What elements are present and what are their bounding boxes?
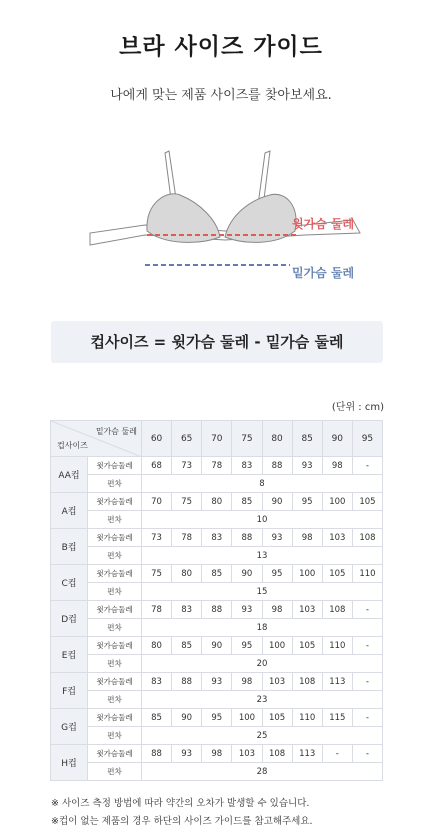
- upper-bust-value-cell: 85: [172, 637, 202, 655]
- difference-value-cell: 23: [142, 691, 383, 709]
- upper-bust-value-cell: 103: [322, 529, 352, 547]
- table-row: [51, 619, 383, 637]
- upper-bust-value-cell: 68: [142, 457, 172, 475]
- upper-bust-label: 윗가슴 둘레: [292, 217, 355, 231]
- upper-bust-value-cell: 95: [202, 709, 232, 727]
- upper-bust-value-cell: -: [352, 745, 382, 763]
- upper-bust-value-cell: 73: [172, 457, 202, 475]
- table-row: [51, 547, 383, 565]
- table-row: [51, 583, 383, 601]
- row-type-label: 윗가슴둘레: [88, 637, 142, 655]
- notes: [51, 795, 313, 831]
- difference-value-cell: 15: [142, 583, 383, 601]
- column-header: 95: [352, 421, 382, 457]
- upper-bust-value-cell: 95: [232, 637, 262, 655]
- table-row: [51, 637, 383, 655]
- upper-bust-value-cell: 78: [142, 601, 172, 619]
- page-title: 브라 사이즈 가이드: [119, 34, 323, 60]
- upper-bust-value-cell: 80: [142, 637, 172, 655]
- row-type-label: 윗가슴둘레: [88, 565, 142, 583]
- cup-size-cell: C컵: [51, 565, 88, 601]
- upper-bust-value-cell: 83: [232, 457, 262, 475]
- row-type-label: 윗가슴둘레: [88, 601, 142, 619]
- upper-bust-value-cell: 105: [262, 709, 292, 727]
- table-row: [51, 673, 383, 691]
- upper-bust-value-cell: 100: [232, 709, 262, 727]
- upper-bust-value-cell: 110: [322, 637, 352, 655]
- upper-bust-value-cell: 98: [292, 529, 322, 547]
- upper-bust-value-cell: 108: [352, 529, 382, 547]
- size-table: [50, 420, 383, 781]
- upper-bust-value-cell: 80: [172, 565, 202, 583]
- cup-size-cell: D컵: [51, 601, 88, 637]
- cup-size-cell: F컵: [51, 673, 88, 709]
- difference-value-cell: 8: [142, 475, 383, 493]
- row-type-label: 편차: [88, 727, 142, 745]
- row-type-label: 윗가슴둘레: [88, 493, 142, 511]
- upper-bust-value-cell: 100: [292, 565, 322, 583]
- table-row: [51, 529, 383, 547]
- table-row: [51, 493, 383, 511]
- upper-bust-value-cell: 98: [232, 673, 262, 691]
- table-row: [51, 709, 383, 727]
- column-header: 80: [262, 421, 292, 457]
- upper-bust-value-cell: 88: [202, 601, 232, 619]
- note-line: ※컵이 없는 제품의 경우 하단의 사이즈 가이드를 참고해주세요.: [51, 816, 313, 827]
- cup-size-cell: A컵: [51, 493, 88, 529]
- unit-label: (단위 : cm): [331, 402, 384, 413]
- note-line: ※ 사이즈 측정 방법에 따라 약간의 오차가 발생할 수 있습니다.: [51, 798, 310, 809]
- row-type-label: 윗가슴둘레: [88, 457, 142, 475]
- cup-size-cell: H컵: [51, 745, 88, 781]
- upper-bust-value-cell: 85: [142, 709, 172, 727]
- column-header: 90: [322, 421, 352, 457]
- bra-diagram: [85, 145, 365, 280]
- upper-bust-value-cell: -: [322, 745, 352, 763]
- upper-bust-value-cell: 88: [232, 529, 262, 547]
- upper-bust-value-cell: 115: [322, 709, 352, 727]
- row-type-label: 윗가슴둘레: [88, 673, 142, 691]
- row-type-label: 편차: [88, 655, 142, 673]
- cup-size-cell: E컵: [51, 637, 88, 673]
- upper-bust-value-cell: 88: [262, 457, 292, 475]
- column-header: 60: [142, 421, 172, 457]
- row-type-label: 편차: [88, 763, 142, 781]
- table-row: [51, 511, 383, 529]
- upper-bust-value-cell: 113: [292, 745, 322, 763]
- row-type-label: 편차: [88, 511, 142, 529]
- difference-value-cell: 28: [142, 763, 383, 781]
- upper-bust-value-cell: 93: [172, 745, 202, 763]
- upper-bust-value-cell: -: [352, 709, 382, 727]
- row-type-label: 편차: [88, 619, 142, 637]
- upper-bust-value-cell: 105: [322, 565, 352, 583]
- table-body: [51, 457, 383, 781]
- corner-label-underbust: 밑가슴 둘레: [95, 427, 137, 436]
- upper-bust-value-cell: 75: [142, 565, 172, 583]
- row-type-label: 윗가슴둘레: [88, 529, 142, 547]
- upper-bust-value-cell: 90: [202, 637, 232, 655]
- page-subtitle: 나에게 맞는 제품 사이즈를 찾아보세요.: [110, 88, 332, 103]
- table-corner-cell: [51, 421, 142, 457]
- difference-value-cell: 18: [142, 619, 383, 637]
- upper-bust-value-cell: 88: [172, 673, 202, 691]
- upper-bust-value-cell: 78: [202, 457, 232, 475]
- upper-bust-value-cell: 95: [262, 565, 292, 583]
- row-type-label: 편차: [88, 475, 142, 493]
- upper-bust-value-cell: 98: [322, 457, 352, 475]
- upper-bust-value-cell: 73: [142, 529, 172, 547]
- cup-size-cell: B컵: [51, 529, 88, 565]
- upper-bust-value-cell: 108: [262, 745, 292, 763]
- corner-label-cup: 컵사이즈: [57, 441, 88, 450]
- upper-bust-value-cell: 98: [262, 601, 292, 619]
- upper-bust-value-cell: 108: [322, 601, 352, 619]
- upper-bust-value-cell: -: [352, 457, 382, 475]
- table-row: [51, 475, 383, 493]
- upper-bust-value-cell: 95: [292, 493, 322, 511]
- upper-bust-value-cell: 78: [172, 529, 202, 547]
- cup-size-cell: G컵: [51, 709, 88, 745]
- column-header: 70: [202, 421, 232, 457]
- difference-value-cell: 10: [142, 511, 383, 529]
- upper-bust-value-cell: 83: [142, 673, 172, 691]
- upper-bust-value-cell: 93: [292, 457, 322, 475]
- row-type-label: 편차: [88, 583, 142, 601]
- upper-bust-value-cell: 90: [262, 493, 292, 511]
- column-header: 85: [292, 421, 322, 457]
- upper-bust-value-cell: 105: [352, 493, 382, 511]
- upper-bust-value-cell: 103: [232, 745, 262, 763]
- upper-bust-value-cell: 105: [292, 637, 322, 655]
- upper-bust-value-cell: 90: [172, 709, 202, 727]
- upper-bust-value-cell: 98: [202, 745, 232, 763]
- upper-bust-value-cell: 90: [232, 565, 262, 583]
- cup-size-formula: 컵사이즈 = 윗가슴 둘레 - 밑가슴 둘레: [51, 321, 383, 363]
- upper-bust-value-cell: 75: [172, 493, 202, 511]
- column-header: 65: [172, 421, 202, 457]
- table-header-row: [51, 421, 383, 457]
- upper-bust-value-cell: -: [352, 673, 382, 691]
- upper-bust-value-cell: 103: [292, 601, 322, 619]
- table-row: [51, 565, 383, 583]
- upper-bust-value-cell: -: [352, 601, 382, 619]
- difference-value-cell: 20: [142, 655, 383, 673]
- upper-bust-value-cell: 83: [202, 529, 232, 547]
- upper-bust-value-cell: 108: [292, 673, 322, 691]
- table-row: [51, 745, 383, 763]
- upper-bust-value-cell: 100: [262, 637, 292, 655]
- upper-bust-value-cell: 93: [232, 601, 262, 619]
- difference-value-cell: 13: [142, 547, 383, 565]
- upper-bust-value-cell: 88: [142, 745, 172, 763]
- upper-bust-value-cell: -: [352, 637, 382, 655]
- upper-bust-value-cell: 70: [142, 493, 172, 511]
- upper-bust-value-cell: 113: [322, 673, 352, 691]
- table-row: [51, 601, 383, 619]
- under-bust-label: 밑가슴 둘레: [292, 266, 355, 280]
- upper-bust-value-cell: 100: [322, 493, 352, 511]
- upper-bust-value-cell: 103: [262, 673, 292, 691]
- table-row: [51, 655, 383, 673]
- upper-bust-value-cell: 83: [172, 601, 202, 619]
- table-row: [51, 457, 383, 475]
- column-header: 75: [232, 421, 262, 457]
- upper-bust-value-cell: 110: [292, 709, 322, 727]
- row-type-label: 편차: [88, 547, 142, 565]
- upper-bust-value-cell: 85: [202, 565, 232, 583]
- upper-bust-value-cell: 93: [202, 673, 232, 691]
- table-row: [51, 727, 383, 745]
- difference-value-cell: 25: [142, 727, 383, 745]
- cup-size-cell: AA컵: [51, 457, 88, 493]
- row-type-label: 편차: [88, 691, 142, 709]
- upper-bust-value-cell: 110: [352, 565, 382, 583]
- upper-bust-value-cell: 85: [232, 493, 262, 511]
- upper-bust-value-cell: 80: [202, 493, 232, 511]
- row-type-label: 윗가슴둘레: [88, 709, 142, 727]
- table-row: [51, 763, 383, 781]
- table-row: [51, 691, 383, 709]
- upper-bust-value-cell: 93: [262, 529, 292, 547]
- row-type-label: 윗가슴둘레: [88, 745, 142, 763]
